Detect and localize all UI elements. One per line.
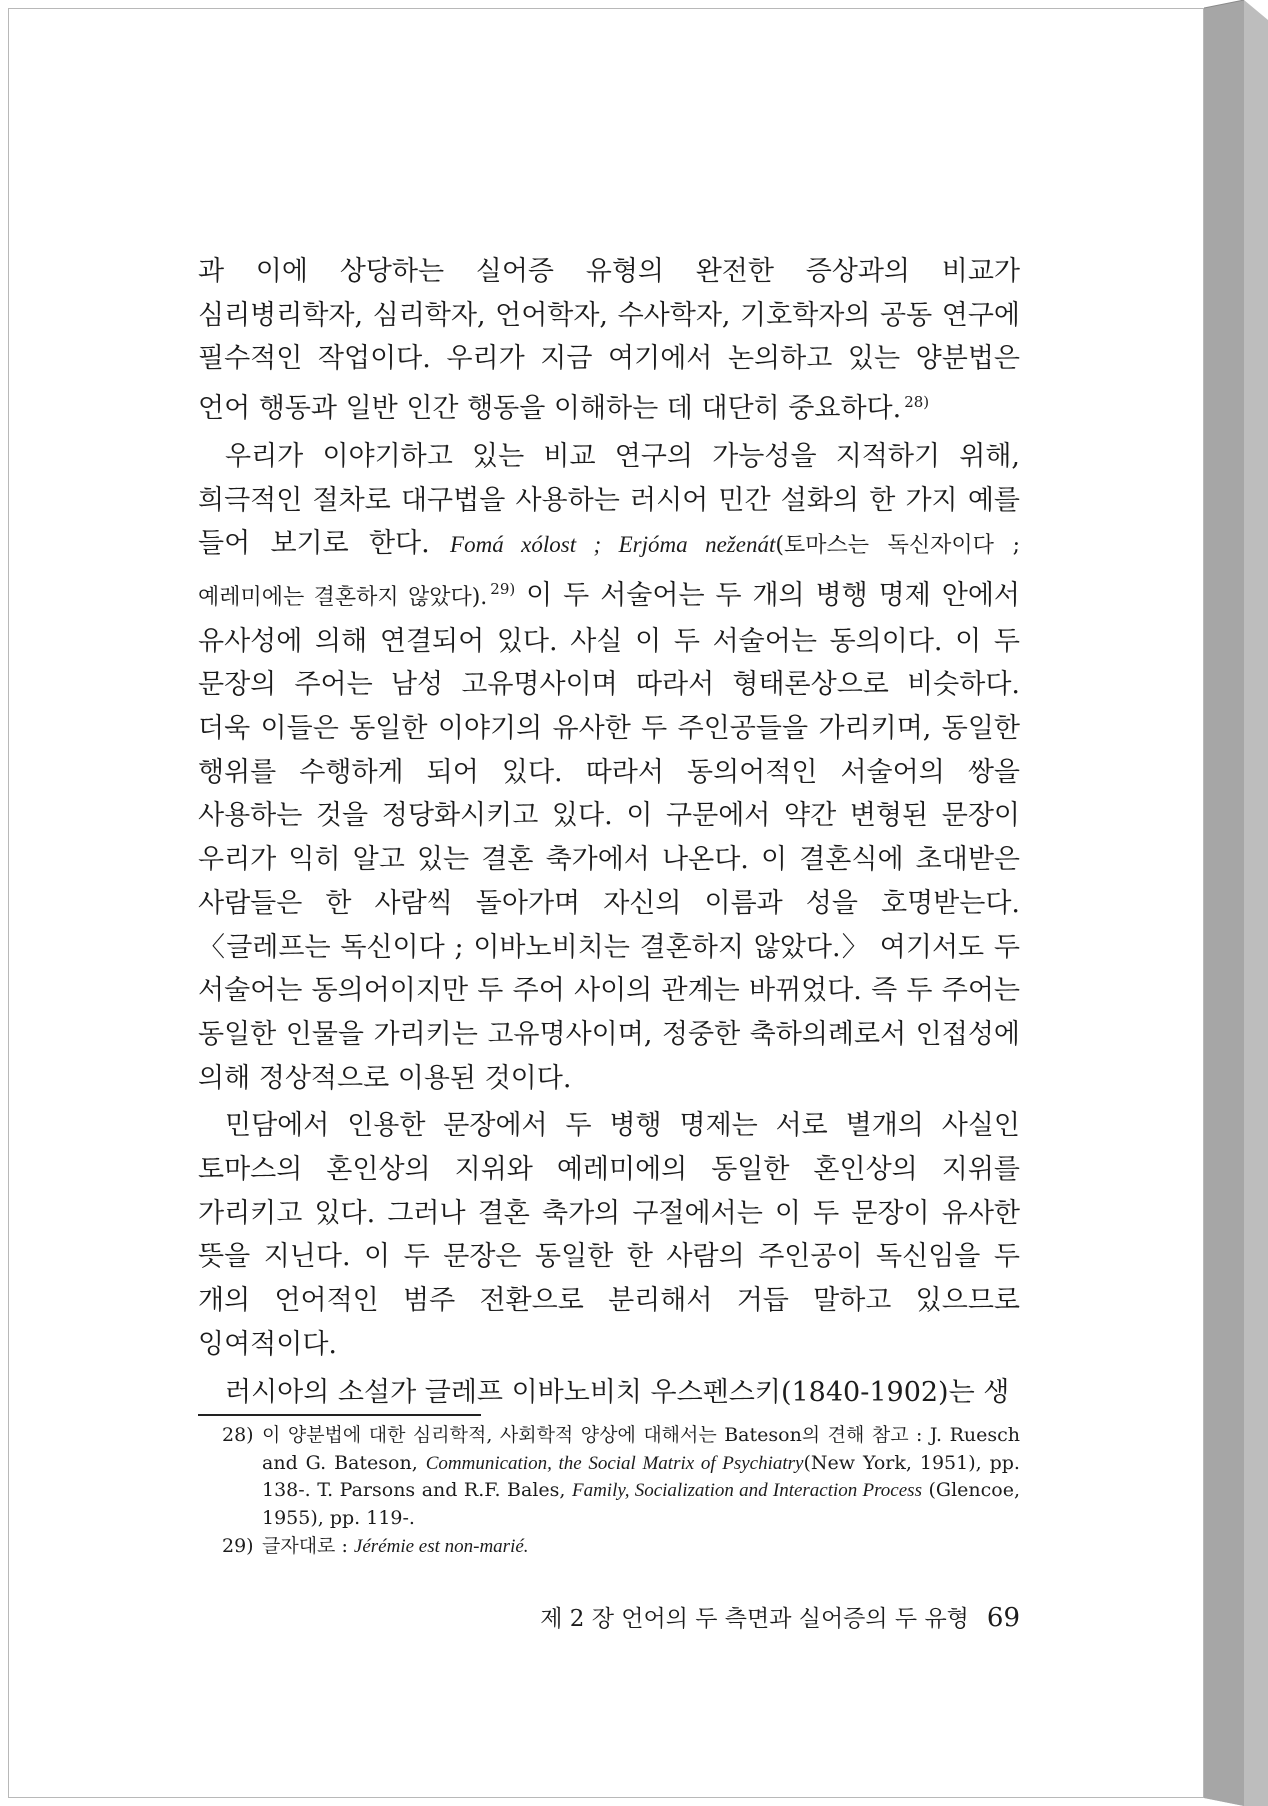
paragraph-2-text-a: 우리가 이야기하고 있는 비교 연구의 가능성을 지적하기 위해, 희극적인 절차로 대구법을 사용하는 러시어 민간 설화의 한 가지 예를 들어 보기로 한다. xyxy=(198,440,1020,560)
footnote-body xyxy=(262,1533,1020,1561)
footnote-title: Communication, the Social Matrix of Psychiatry xyxy=(425,1452,804,1474)
russian-quote: Fomá xólost ; Erjóma neženát xyxy=(450,532,776,558)
footnote-text: 이 양분법에 대한 심리학적, 사회학적 양상에 대해서는 Bateson의 견해 참고 : J. Ruesch and G. Bateson, xyxy=(262,1424,1020,1474)
paragraph-3: 민담에서 인용한 문장에서 두 병행 명제는 서로 별개의 사실인 토마스의 혼인상의 지위와 예레미에의 동일한 혼인상의 지위를 가리키고 있다. 그러나 결혼 축가의 구절에서는 이 두 문장이 유사한 뜻을 지닌다. 이 두 문장은 동일한 한 사람의 주인공이 독신임을 두 개의 언어적인 범주 전환으로 분리해서 거듭 말하고 있으므로 잉여적이다. xyxy=(198,1110,1020,1360)
footnote-number: 29) xyxy=(222,1535,254,1557)
footnote-body xyxy=(262,1422,1020,1532)
footnote-ref-28: 28) xyxy=(904,393,930,412)
footnote-28 xyxy=(198,1422,1020,1532)
footnote-rule xyxy=(198,1414,481,1416)
footnote-text: (Glencoe, 1955), pp. 119-. xyxy=(262,1479,1020,1529)
footnote-ref-29: 29) xyxy=(490,579,516,598)
footnote-number: 28) xyxy=(222,1424,254,1446)
chapter-title: 제 2 장 언어의 두 측면과 실어증의 두 유형 xyxy=(540,1606,969,1632)
running-footer xyxy=(198,1600,1020,1633)
paragraph-1-text: 과 이에 상당하는 실어증 유형의 완전한 증상과의 비교가 심리병리학자, 심리학자, 언어학자, 수사학자, 기호학자의 공동 연구에 필수적인 작업이다. 우리가 지금 여기에서 논의하고 있는 양분법은 언어 행동과 일반 인간 행동을 이해하는 데 대단히 중요하다. xyxy=(198,256,1020,425)
paragraph-4: 러시아의 소설가 글레프 이바노비치 우스펜스키(1840-1902)는 생 xyxy=(225,1376,1010,1408)
page-stack-edge xyxy=(1204,0,1268,1806)
paragraph-2-text-b: 이 두 서술어는 두 개의 병행 명제 안에서 유사성에 의해 연결되어 있다. 사실 이 두 서술어는 동의이다. 이 두 문장의 주어는 남성 고유명사이며 따라서 형태론상으로 비슷하다. 더욱 이들은 동일한 이야기의 유사한 두 주인공들을 가리키며, 동일한 행위를 수행하게 되어 있다. 따라서 동의어적인 서술어의 쌍을 사용하는 것을 정당화시키고 있다. 이 구문에서 약간 변형된 문장이 우리가 익히 알고 있는 결혼 축가에서 나온다. 이 결혼식에 초대받은 사람들은 한 사람씩 돌아가며 자신의 이름과 성을 호명받는다. 〈글레프는 독신이다 ; 이바노비치는 결혼하지 않았다.〉 여기서도 두 서술어는 동의어이지만 두 주어 사이의 관계는 바뀌었다. 즉 두 주어는 동일한 인물을 가리키는 고유명사이며, 정중한 축하의례로서 인접성에 의해 정상적으로 이용된 것이다. xyxy=(198,579,1020,1094)
footnotes xyxy=(198,1422,1020,1562)
footnote-text: 글자대로 : xyxy=(262,1535,354,1557)
page-number: 69 xyxy=(986,1603,1020,1633)
paragraph-1 xyxy=(198,250,1020,431)
body-text xyxy=(198,250,1020,1418)
footnote-text: (New York, 1951), pp. 138-. T. Parsons and R.F. Bales, xyxy=(262,1451,1020,1501)
footnote-29 xyxy=(198,1533,1020,1561)
paragraph-2 xyxy=(198,435,1020,1101)
quote-translation: (토마스는 독신자이다 ; 예레미에는 결혼하지 않았다). xyxy=(198,533,1021,610)
footnote-title: Jérémie est non-marié. xyxy=(353,1536,529,1557)
footnote-title: Family, Socialization and Interaction Process xyxy=(571,1480,922,1501)
